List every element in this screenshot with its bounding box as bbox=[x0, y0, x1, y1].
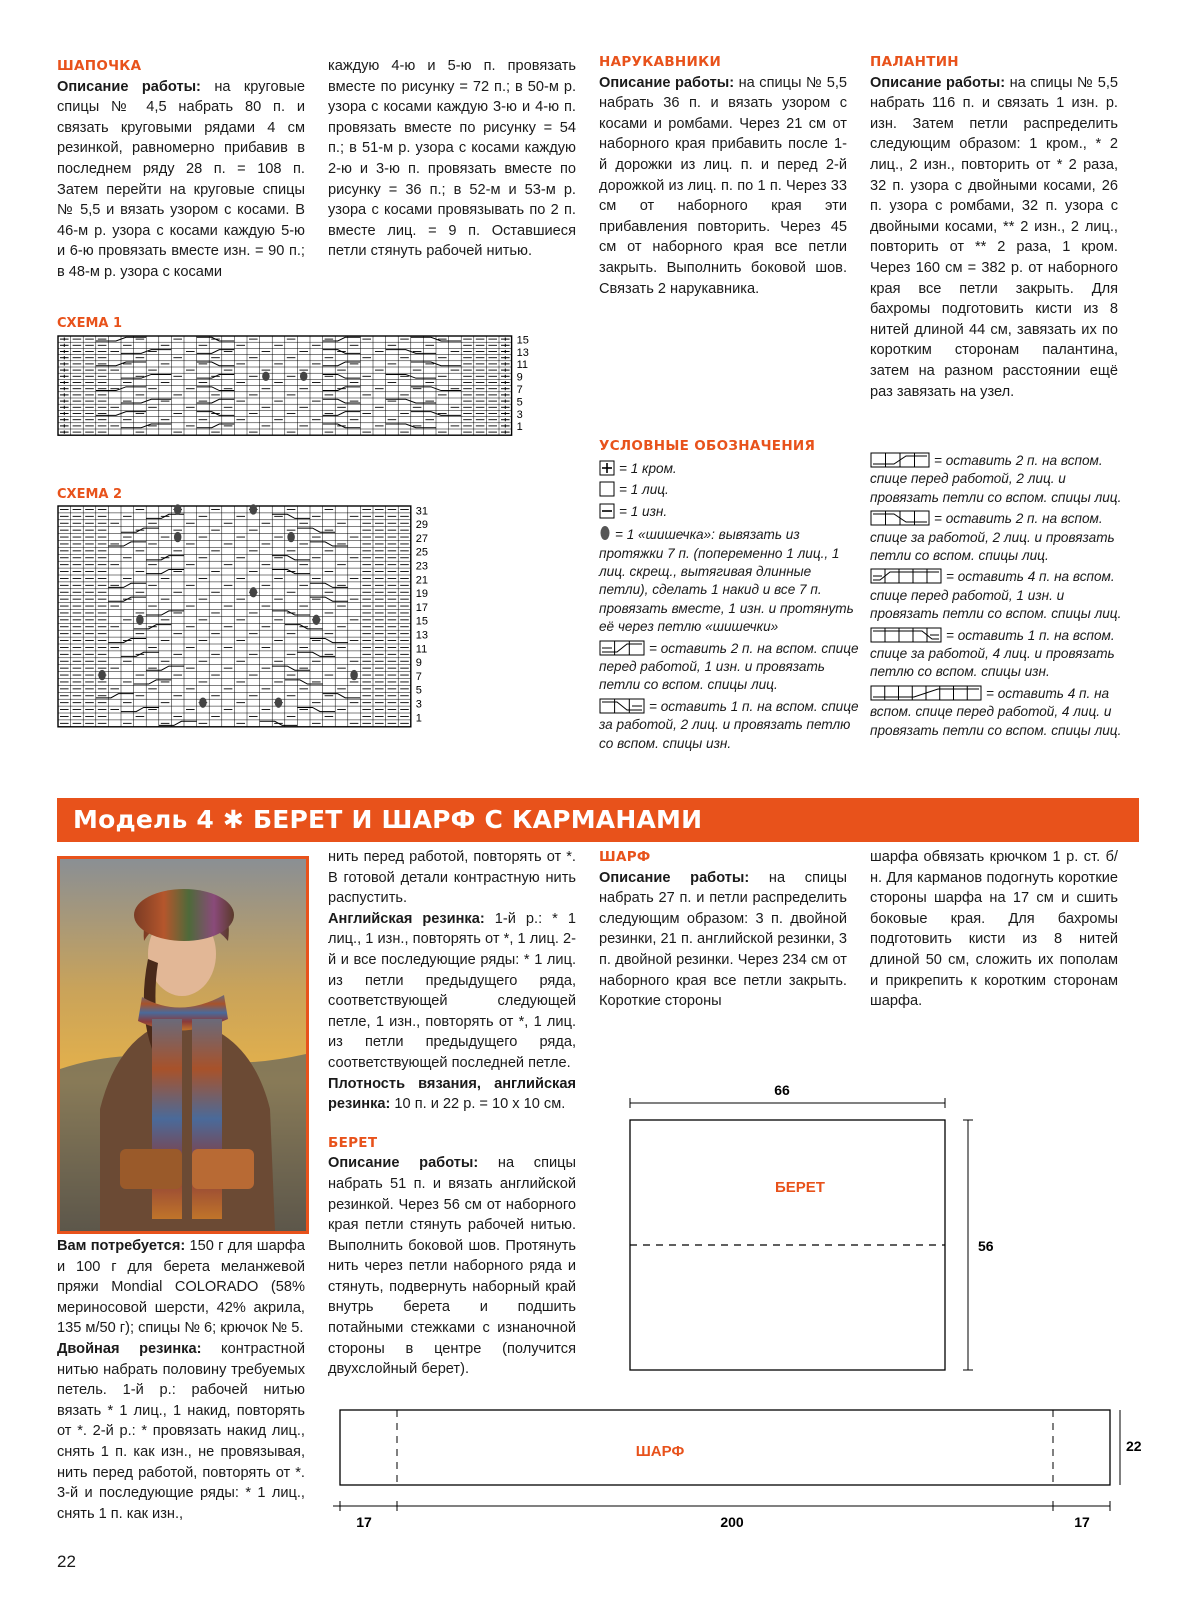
cable-1-2-back-icon bbox=[599, 698, 645, 714]
sharf-text-2: шарфа обвязать крючком 1 р. ст. б/н. Для карманов подогнуть короткие стороны шарфа на 17 см и сшить боковые края. Для бахромы подготовить кисти из 8 нитей длиной 50 см, сложить их пополам и прикрепить к коротким сторонам шарфа. bbox=[870, 849, 1118, 1010]
shapochka-section bbox=[57, 56, 305, 283]
scarf-height-label: 22 bbox=[1126, 1438, 1142, 1454]
beret-text: на спицы набрать 51 п. и вязать английской резинкой. Через 56 см от наборного края петли стянуть рабочей нитью. Выполнить боковой шов. Протянуть нить через петли наборного ряда и стянуть, подвернуть наборный край внутрь берета и подшить потайными стежками с изнаночной стороны в центре (получится двухслойный берет). bbox=[328, 1155, 576, 1378]
bobble-mark bbox=[350, 670, 358, 680]
materials-section bbox=[57, 1236, 305, 1524]
row-number: 19 bbox=[415, 588, 429, 601]
palantin-section bbox=[870, 52, 1118, 402]
bobble-mark bbox=[250, 504, 258, 514]
sharf-title: ШАРФ bbox=[599, 849, 651, 865]
beret-diagram bbox=[620, 1075, 1000, 1405]
legend-item-cable-f: = оставить 1 п. на вспом. спице за работой, 4 лиц. и провязать петлю со вспом. спицы изн. bbox=[870, 627, 1115, 680]
row-number: 1 bbox=[516, 421, 523, 434]
row-number: 13 bbox=[415, 629, 429, 642]
page-number: 22 bbox=[57, 1552, 76, 1571]
beret-height-label: 56 bbox=[978, 1238, 994, 1254]
materials-label: Вам потребуется: bbox=[57, 1238, 186, 1254]
materials-text: 150 г для шарфа и 100 г для берета меланжевой пряжи Mondial COLORADO (58% мериносовой шерсти, 42% акрила, 135 м/50 г); спицы № 6; крючок № 5. bbox=[57, 1238, 305, 1337]
english-rib-label: Английская резинка: bbox=[328, 910, 485, 927]
bobble-icon bbox=[599, 524, 611, 542]
narukavniki-title: НАРУКАВНИКИ bbox=[599, 54, 722, 70]
knit-stitch-icon bbox=[599, 481, 615, 497]
bobble-mark bbox=[287, 532, 295, 542]
bobble-mark bbox=[313, 615, 321, 625]
row-number: 29 bbox=[415, 519, 429, 532]
rib-section bbox=[328, 847, 576, 1380]
row-number: 13 bbox=[516, 346, 529, 359]
density-label: Плотность вязания, английская резинка: bbox=[328, 1075, 576, 1113]
legend-right bbox=[870, 452, 1132, 743]
row-number: 1 bbox=[415, 712, 422, 725]
row-number: 27 bbox=[415, 532, 429, 545]
scarf-diagram bbox=[330, 1405, 1142, 1540]
narukavniki-text: на спицы № 5,5 набрать 36 п. и вязать узором с косами и ромбами. Через 21 см от наборного края прибавить после 1-й дорожки из лиц. п. и перед 2-й дорожкой из лиц. п. по 1 п. Через 33 см от наборного края эти прибавления повторить. Через 45 см от наборного края все петли закрыть. Выполнить боковой шов. Связать 2 нарукавника. bbox=[599, 74, 847, 297]
cable-2-1-front-icon bbox=[599, 640, 645, 656]
row-number: 7 bbox=[516, 384, 523, 397]
bobble-mark bbox=[250, 587, 258, 597]
row-number: 25 bbox=[415, 546, 429, 559]
scarf-shape bbox=[340, 1410, 1110, 1485]
legend-item-bobble: = 1 «шишечка»: вывязать из протяжки 7 п. (попеременно 1 лиц., 1 лиц. скрещ., вытягивая длинные петли), сделать 1 накид и все 7 п. провязать вместе, 1 изн. и протянуть её через петлю «шишечки» bbox=[599, 524, 861, 636]
row-number: 21 bbox=[415, 574, 429, 587]
bobble-mark bbox=[174, 532, 182, 542]
row-number: 9 bbox=[415, 657, 422, 670]
bobble-mark bbox=[262, 372, 270, 381]
legend-item-knit: = 1 лиц. bbox=[599, 481, 861, 499]
row-number: 11 bbox=[516, 359, 529, 372]
bobble-mark bbox=[300, 372, 308, 381]
shapochka-text-2: каждую 4-ю и 5-ю п. провязать вместе по рисунку = 72 п.; в 50-м р. узора с косами каждую 3-ю и 4-ю п. провязать вместе по рисунку = 54 п.; в 51-м р. узора с косами каждую 2-ю и 3-ю п. провязать вместе по рисунку = 36 п.; в 52-м и 53-м р. узора с косами провязывать по 2 п. вместе лиц. = 9 п. Оставшиеся петли стянуть рабочей нитью. bbox=[328, 58, 576, 260]
model-photo-illustration bbox=[60, 859, 306, 1231]
bobble-mark bbox=[275, 697, 283, 707]
shapochka-text: на круговые спицы № 4,5 набрать 80 п. и связать круговыми рядами 4 см резинкой, равномерно прибавив в последнем ряду 28 п. = 108 п. Затем перейти на круговые спицы № 5,5 и вязать узором с косами. В 46-м р. узора с косами каждую 5-ю и 6-ю провязать вместе изн. = 90 п.; в 48-м р. узора с косами bbox=[57, 78, 305, 280]
edge-stitch-icon bbox=[599, 460, 615, 476]
narukavniki-section bbox=[599, 52, 847, 299]
row-number: 9 bbox=[516, 371, 523, 384]
bobble-mark bbox=[174, 504, 182, 514]
english-rib-text: 1-й р.: * 1 лиц., 1 изн., повторять от *, 1 лиц. 2-й и все последующие ряды: * 1 лиц. из петли предыдущего ряда, соответствующей следующей петле, 1 изн., повторять от *, 1 лиц. из петли предыдущего ряда, соответствующей последней петле. bbox=[328, 910, 576, 1071]
row-number: 23 bbox=[415, 560, 429, 573]
cable-2-2-back-icon bbox=[870, 510, 930, 526]
beret-label: Описание работы: bbox=[328, 1155, 479, 1172]
palantin-text: на спицы № 5,5 набрать 116 п. и связать 1 изн. р. изн. Затем петли распределить следующим образом: 1 кром., * 2 лиц., 2 изн., повторить от * 2 раза, 32 п. узора с двойными косами, 26 п. узора с ромбами, 32 п. узора с двойными косами, ** 2 изн., 2 лиц., повторить от ** 2 раза, 1 кром. Через 160 см = 382 р. от наборного края все петли закрыть. Для бахромы подготовить кисти из 8 нитей длиной 44 см, завязать их по коротким сторонам палантина, затем на разном расстоянии ещё раз завязать на узел. bbox=[870, 74, 1118, 400]
legend-item-cable-c: = оставить 2 п. на вспом. спице перед работой, 2 лиц. и провязать петли со вспом. спицы лиц. bbox=[870, 453, 1122, 505]
beret-title: БЕРЕТ bbox=[328, 1134, 378, 1151]
density-text: 10 п. и 22 р. = 10 х 10 см. bbox=[390, 1096, 566, 1113]
shapochka-title: ШАПОЧКА bbox=[57, 58, 142, 74]
cable-4-1-front-icon bbox=[870, 568, 942, 584]
row-number: 3 bbox=[516, 408, 523, 421]
bobble-mark bbox=[199, 697, 207, 707]
double-rib-label: Двойная резинка: bbox=[57, 1340, 202, 1357]
row-number: 5 bbox=[516, 396, 523, 409]
purl-stitch-icon bbox=[599, 503, 615, 519]
legend-left bbox=[599, 460, 861, 756]
palantin-title: ПАЛАНТИН bbox=[870, 54, 959, 70]
sharf-section bbox=[599, 847, 847, 1012]
row-number: 3 bbox=[415, 698, 422, 711]
scarf-label: ШАРФ bbox=[635, 1443, 685, 1460]
row-number: 17 bbox=[415, 601, 429, 614]
shapochka-label: Описание работы: bbox=[57, 78, 201, 95]
legend-item-cable-b: = оставить 1 п. на вспом. спице за работой, 2 лиц. и провязать петлю со вспом. спицы изн. bbox=[599, 698, 859, 751]
row-number: 7 bbox=[415, 670, 422, 683]
schema1-chart bbox=[57, 335, 547, 445]
legend-item-purl: = 1 изн. bbox=[599, 503, 861, 521]
shapochka-continued bbox=[328, 56, 576, 262]
row-number: 5 bbox=[415, 684, 422, 697]
model-banner bbox=[57, 798, 1139, 842]
row-number: 15 bbox=[415, 615, 429, 628]
palantin-label: Описание работы: bbox=[870, 74, 1006, 91]
narukavniki-label: Описание работы: bbox=[599, 74, 735, 91]
scarf-left-label: 17 bbox=[356, 1514, 372, 1530]
row-number: 15 bbox=[516, 334, 529, 347]
bobble-mark bbox=[136, 615, 144, 625]
legend-item-edge: = 1 кром. bbox=[599, 460, 861, 478]
schema2-title: СХЕМА 2 bbox=[57, 487, 123, 502]
bobble-mark bbox=[98, 670, 106, 680]
cable-4-4-front-icon bbox=[870, 685, 982, 701]
model-banner-title: Модель 4 ✱ БЕРЕТ И ШАРФ С КАРМАНАМИ bbox=[73, 805, 703, 834]
sharf-label: Описание работы: bbox=[599, 869, 750, 886]
scarf-right-label: 17 bbox=[1074, 1514, 1090, 1530]
legend-item-cable-a: = оставить 2 п. на вспом. спице перед работой, 1 изн. и провязать петли со вспом. спицы лиц. bbox=[599, 640, 859, 693]
legend-item-cable-e: = оставить 4 п. на вспом. спице перед работой, 1 изн. и провязать петли со вспом. спицы лиц. bbox=[870, 569, 1122, 622]
beret-label: БЕРЕТ bbox=[775, 1179, 825, 1196]
schema1-title: СХЕМА 1 bbox=[57, 316, 123, 331]
scarf-mid-label: 200 bbox=[720, 1514, 744, 1530]
cable-1-4-back-icon bbox=[870, 627, 942, 643]
cable-2-2-front-icon bbox=[870, 452, 930, 468]
legend-item-cable-d: = оставить 2 п. на вспом. спице за работой, 2 лиц. и провязать петли со вспом. спицы лиц. bbox=[870, 511, 1115, 564]
model-photo bbox=[57, 856, 309, 1234]
row-number: 31 bbox=[415, 505, 429, 518]
row-number: 11 bbox=[415, 643, 428, 656]
legend-item-cable-g: = оставить 4 п. на вспом. спице перед работой, 4 лиц. и провязать петли со вспом. спицы лиц. bbox=[870, 685, 1122, 738]
beret-width-label: 66 bbox=[774, 1082, 790, 1098]
schema2-chart bbox=[57, 505, 457, 745]
legend-title: УСЛОВНЫЕ ОБОЗНАЧЕНИЯ bbox=[599, 438, 816, 454]
sharf-text: на спицы набрать 27 п. и петли распределить следующим образом: 3 п. двойной резинки, 21 п. английской резинки, 3 п. двойной резинки. Через 234 см от наборного края все петли закрыть. Короткие стороны bbox=[599, 869, 847, 1010]
double-rib-text: контрастной нитью набрать половину требуемых петель. 1-й р.: рабочей нитью вязать * 1 лиц., 1 накид, повторять от *. 2-й р.: * провязать накид лиц., снять 1 п. как изн., не провязывая, нить перед работой, повторять от *. 3-й и последующие ряды: * 1 лиц., снять 1 п. как изн., bbox=[57, 1340, 305, 1522]
sharf-continued bbox=[870, 847, 1118, 1012]
rib-continued: нить перед работой, повторять от *. В готовой детали контрастную нить распустить. bbox=[328, 849, 576, 907]
